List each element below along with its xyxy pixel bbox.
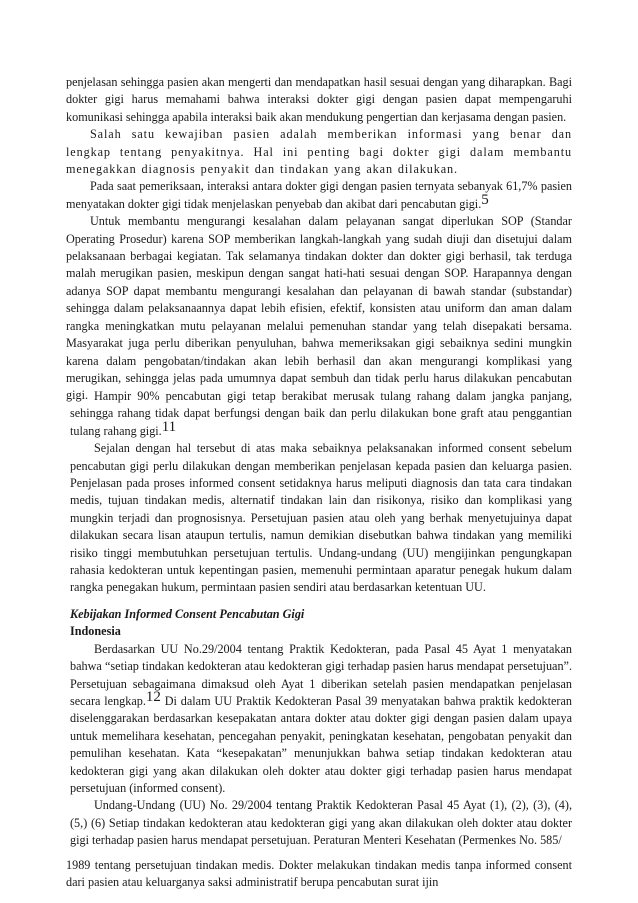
paragraph-9: 1989 tentang persetujuan tindakan medis. Dokter melakukan tindakan medis tanpa informed consent dari pasien atau keluarganya saksi administratif berupa pencabutan surat ijin	[66, 858, 572, 890]
citation-5: 5	[481, 191, 489, 208]
text-column-bottom	[66, 857, 572, 892]
section-heading-line2: Indonesia	[70, 624, 121, 639]
text-column-top	[66, 74, 572, 405]
paragraph-1: penjelasan sehingga pasien akan mengerti dan mendapatkan hasil sesuai dengan yang diharapkan. Bagi dokter gigi harus memahami bahwa interaksi dokter gigi dengan pasien dapat mempengaruhi komunikasi sehingga apabila interaksi baik akan mendukung pengertian dan kerjasama dengan pasien.	[66, 75, 572, 124]
paragraph-2: Salah satu kewajiban pasien adalah memberikan informasi yang benar dan lengkap tentang penyakitnya. Hal ini penting bagi dokter gigi dalam membantu menegakkan diagnosis penyakit dan tindakan yang akan dilakukan.	[66, 127, 572, 177]
citation-11: 11	[161, 418, 177, 435]
paragraph-8: Undang-Undang (UU) No. 29/2004 tentang Praktik Kedokteran Pasal 45 Ayat (1), (2), (3), (4), (5,) (6) Setiap tindakan kedokteran atau kedokteran gigi yang akan dilakukan oleh dokter atau dokter gigi terhadap pasien harus mendapat persetujuan. Peraturan Menteri Kesehatan (Permenkes No. 585/	[70, 798, 572, 848]
paragraph-6: Sejalan dengan hal tersebut di atas maka sebaiknya pelaksanakan informed consent sebelum pencabutan gigi perlu dilakukan dengan memberikan penjelasan kepada pasien dan keluarga pasien. Penjelasan pada proses informed consent setidaknya harus meliputi diagnosis dan tata cara tindakan medis, tujuan tindakan medis, alternatif tindakan lain dan risikonya, risiko dan komplikasi yang mungkin terjadi dan prognosisnya. Persetujuan pasien atau oleh yang berhak menyetujuinya dapat dilakukan secara lisan ataupun tertulis, namun demikian disebutkan bahwa tindakan yang memiliki risiko tinggi membutuhkan persetujuan tertulis. Undang-undang (UU) mengijinkan pengungkapan rahasia kedokteran untuk kepentingan pasien, memenuhi permintaan aparatur penegak hukum dalam rangka penegakan hukum, permintaan pasien sendiri atau berdasarkan ketentuan UU.	[70, 441, 572, 595]
paragraph-7-text-b: Di dalam UU Praktik Kedokteran Pasal 39 menyatakan bahwa praktik kedokteran diselenggarakan berdasarkan kesepakatan antara dokter atau dokter gigi dengan pasien dalam upaya untuk memelihara kesehatan, pencegahan penyakit, peningkatan kesehatan, pengobatan penyakit dan pemulihan kesehatan. Kata “kesepakatan” menunjukkan bahwa setiap tindakan kedokteran atau kedokteran gigi yang akan dilakukan oleh dokter atau dokter gigi terhadap pasien harus mendapat persetujuan (informed consent).	[70, 693, 572, 795]
paragraph-5	[70, 388, 572, 440]
citation-12: 12	[145, 688, 161, 705]
paragraph-4: Untuk membantu mengurangi kesalahan dalam pelayanan sangat diperlukan SOP (Standar Operating Prosedur) karena SOP memberikan langkah-langkah yang sudah diuji dan disetujui dalam pelaksanaan berbagai kegiatan. Tak selamanya tindakan dokter dan dokter gigi berhasil, tak terduga malah merugikan pasien, meskipun dengan sangat hati-hati sesuai dengan SOP. Harapannya dengan adanya SOP dapat membantu mengurangi kesalahan dan pelayanan di bawah standar (substandar) sehingga dalam pelaksanaannya dapat lebih efisien, efektif, konsisten atau uniform dan aman dalam rangka meningkatkan mutu pelayanan melalui pemenuhan standar yang telah disepakati bersama. Masyarakat juga perlu diberikan penyuluhan, bahwa memeriksakan gigi sebaiknya sedini mungkin karena dalam pengobatan/tindakan akan lebih berhasil dan akan mengurangi komplikasi yang merugikan, sehingga jelas pada umumnya dapat sembuh dan tidak perlu harus dilakukan pencabutan gigi.	[66, 214, 572, 403]
paragraph-5-text: Hampir 90% pencabutan gigi tetap berakibat merusak tulang rahang dalam jangka panjang, sehingga rahang tidak dapat berfungsi dengan baik dan perlu dilakukan bone graft atau penggantian tulang rahang gigi.	[70, 389, 572, 438]
paragraph-3	[66, 178, 572, 213]
paragraph-3-text: Pada saat pemeriksaan, interaksi antara dokter gigi dengan pasien ternyata sebanyak 61,7% pasien menyatakan dokter gigi tidak menjelaskan penyebab dan akibat dari pencabutan gigi.	[66, 179, 572, 211]
paragraph-7-text-a: Berdasarkan UU No.29/2004 tentang Praktik Kedokteran, pada Pasal 45 Ayat 1 menyatakan bahwa “setiap tindakan kedokteran atau kedokteran gigi terhadap pasien harus mendapat persetujuan”. Persetujuan sebagaimana dimaksud oleh Ayat 1 diberikan setelah pasien mendapatkan penjelasan secara lengkap.	[70, 641, 572, 708]
paragraph-7	[70, 641, 572, 798]
section-heading-line1: Kebijakan Informed Consent Pencabutan Gigi	[70, 606, 305, 621]
text-column-middle	[70, 388, 572, 850]
section-heading	[70, 606, 572, 641]
